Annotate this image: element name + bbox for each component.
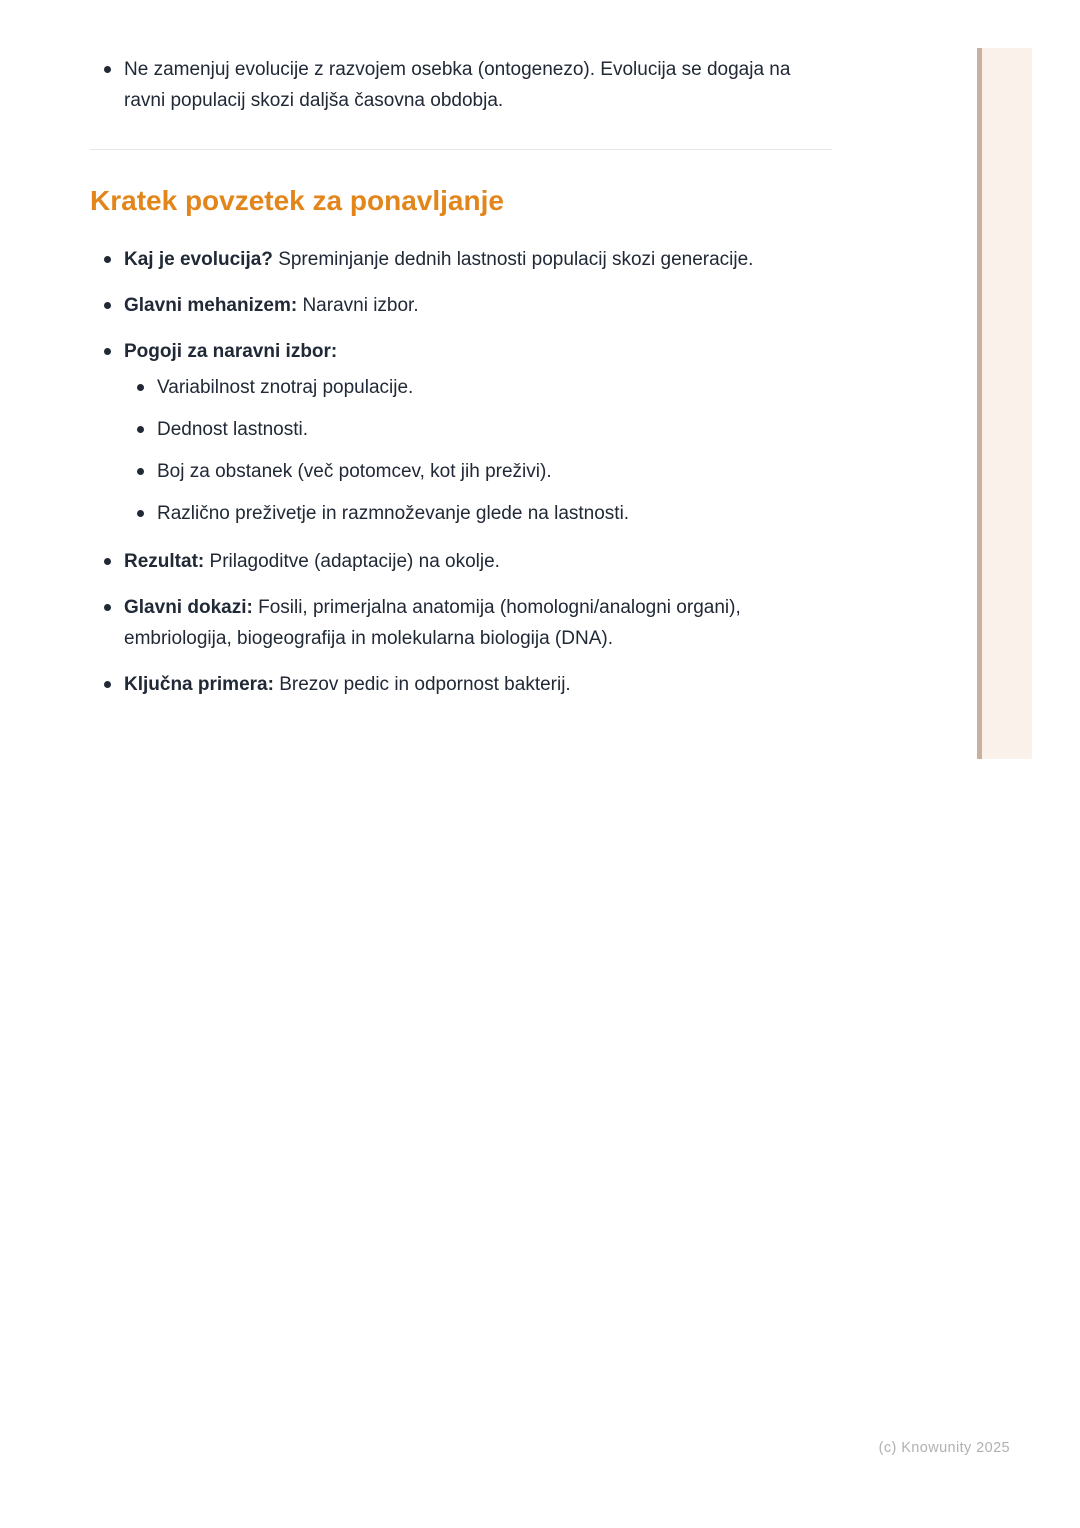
list-item-text: Boj za obstanek (več potomcev, kot jih preživi). [157,461,552,482]
sub-list [124,372,832,529]
bullet-icon [137,384,144,391]
list-item-label: Kaj je evolucija? [124,249,273,270]
divider [90,149,832,150]
page-edge-strip [977,48,1032,759]
list-item-label: Pogoji za naravni izbor: [124,341,338,362]
list-item-text: Brezov pedic in odpornost bakterij. [279,674,571,695]
list-item [124,498,832,529]
list-item-label: Ključna primera: [124,674,274,695]
list-item [90,244,832,275]
list-item-text: Dednost lastnosti. [157,419,309,440]
list-item [90,336,832,529]
list-item [90,592,832,654]
bullet-icon [137,468,144,475]
bullet-icon [104,348,111,355]
list-item [124,456,832,487]
list-item [90,669,832,700]
bullet-icon [104,256,111,263]
bullet-icon [104,604,111,611]
bullet-icon [104,302,111,309]
list-item [90,54,832,116]
list-item-label: Glavni dokazi: [124,597,253,618]
list-item-label: Glavni mehanizem: [124,295,298,316]
list-item-text: Fosili, primerjalna anatomija (homologni/analogni organi), embriologija, biogeografija in molekularna biologija (DNA). [124,597,741,649]
bullet-icon [137,510,144,517]
list-item-label: Rezultat: [124,551,205,572]
document-content [90,0,832,715]
bullet-icon [104,558,111,565]
bullet-icon [104,681,111,688]
list-item [90,290,832,321]
copyright-notice: (c) Knowunity 2025 [878,1440,1010,1456]
list-item-text: Prilagoditve (adaptacije) na okolje. [209,551,500,572]
summary-list [90,244,832,700]
list-item-text: Ne zamenjuj evolucije z razvojem osebka (ontogenezo). Evolucija se dogaja na ravni populacij skozi daljša časovna obdobja. [124,59,791,111]
bullet-icon [137,426,144,433]
list-item [124,372,832,403]
intro-list [90,54,832,116]
list-item [124,414,832,445]
bullet-icon [104,66,111,73]
list-item-text: Variabilnost znotraj populacije. [157,377,414,398]
list-item-text: Različno preživetje in razmnoževanje glede na lastnosti. [157,503,630,524]
section-heading: Kratek povzetek za ponavljanje [90,185,504,216]
list-item-text: Naravni izbor. [302,295,419,316]
list-item [90,546,832,577]
list-item-text: Spreminjanje dednih lastnosti populacij skozi generacije. [278,249,754,270]
